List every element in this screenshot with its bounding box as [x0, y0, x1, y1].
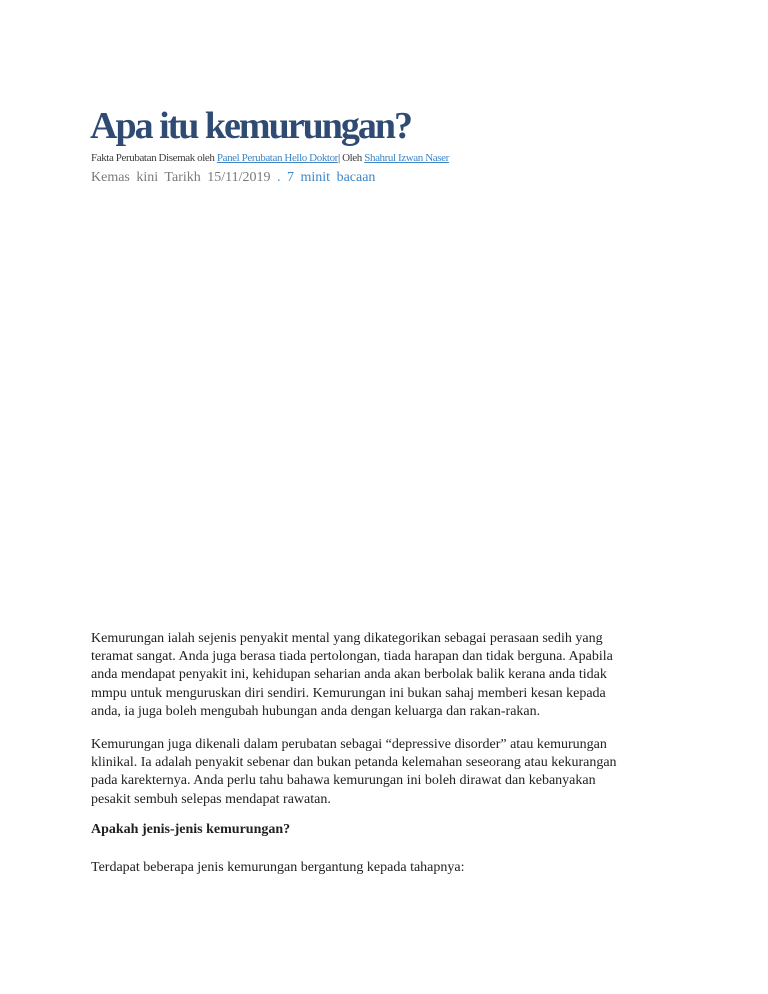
paragraph-line: mmpu untuk menguruskan diri sendiri. Kemurungan ini bukan sahaj memberi kesan kepada	[91, 685, 606, 701]
paragraph-3: Terdapat beberapa jenis kemurungan bergantung kepada tahapnya:	[91, 860, 465, 875]
paragraph-1	[91, 630, 613, 721]
article-meta	[91, 170, 375, 186]
paragraph-2	[91, 736, 617, 809]
reviewer-link[interactable]: Panel Perubatan Hello Doktor	[216, 152, 338, 164]
article-title: Apa itu kemurungan?	[90, 105, 411, 147]
paragraph-line: klinikal. Ia adalah penyakit sebenar dan bukan petanda kelemahan seseorang atau kekurangan	[91, 755, 617, 771]
byline-separator: | Oleh	[337, 152, 362, 164]
byline	[91, 152, 449, 164]
article-image-placeholder	[90, 196, 650, 621]
paragraph-line: anda, ia juga boleh mengubah hubungan anda dengan keluarga dan rakan-rakan.	[91, 703, 541, 719]
paragraph-line: Kemurungan ialah sejenis penyakit mental yang dikategorikan sebagai perasaan sedih yang	[91, 631, 603, 646]
paragraph-line: anda mendapat penyakit ini, kehidupan seharian anda akan berbolak balik kerana anda tidak	[91, 667, 607, 683]
paragraph-line: pada karekternya. Anda perlu tahu bahawa kemurungan ini boleh dirawat dan kebanyakan	[91, 773, 596, 789]
author-link[interactable]: Shahrul Izwan Naser	[364, 152, 449, 164]
updated-date: Kemas kini Tarikh 15/11/2019	[91, 170, 271, 185]
paragraph-line: teramat sangat. Anda juga berasa tiada pertolongan, tiada harapan dan tidak berguna. Apabila	[91, 649, 613, 665]
paragraph-line: Kemurungan juga dikenali dalam perubatan sebagai “depressive disorder” atau kemurungan	[91, 737, 607, 752]
read-time: . 7 minit bacaan	[277, 170, 376, 185]
paragraph-line: pesakit sembuh selepas mendapat rawatan.	[91, 791, 331, 807]
section-heading: Apakah jenis-jenis kemurungan?	[91, 822, 291, 837]
byline-prefix: Fakta Perubatan Disemak oleh	[91, 152, 215, 164]
